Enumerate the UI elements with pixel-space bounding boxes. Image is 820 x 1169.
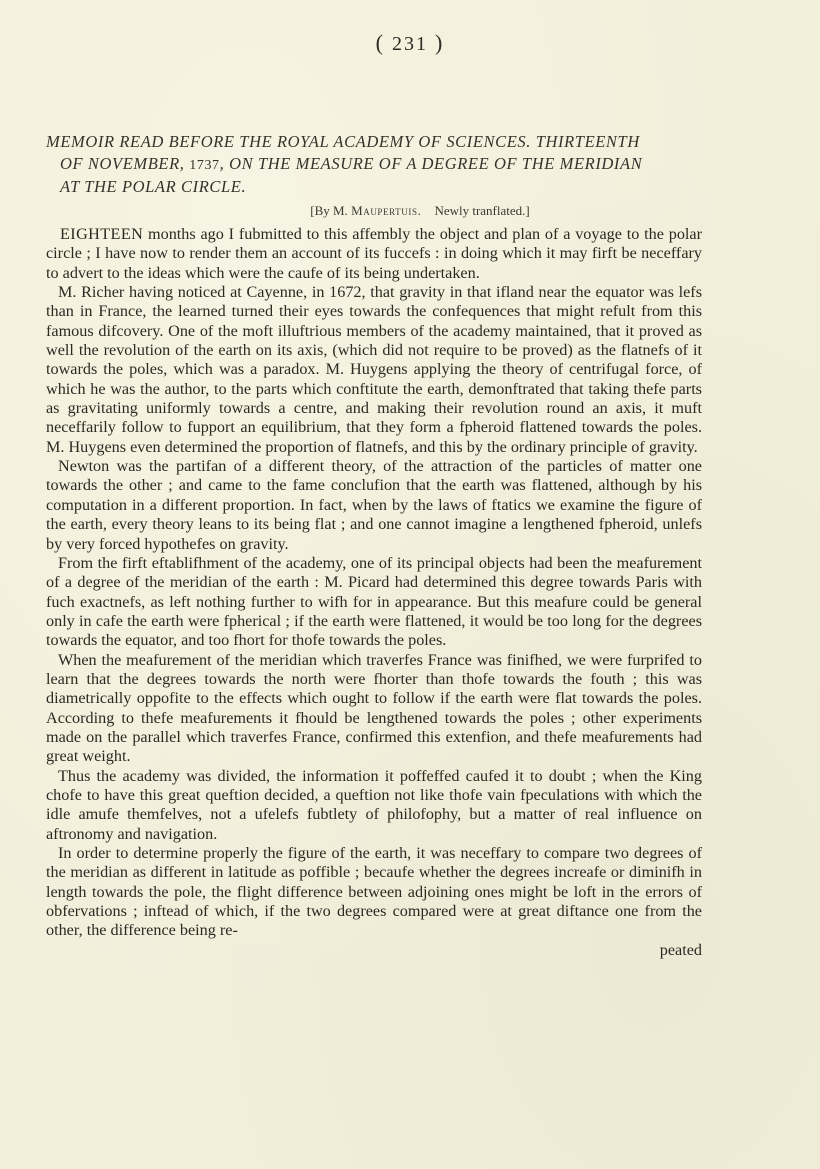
paragraph-1-text: months ago I fubmitted to this affembly the object and plan of a voyage to the polar circle ; I have now to render them an account of its fuccefs : in doing which it may firft be neceffary to advert to the ideas which were the caufe of its being undertaken.	[46, 225, 702, 282]
open-paren: (	[375, 30, 385, 55]
lead-word: EIGHTEEN	[60, 225, 144, 243]
title-line-3: AT THE POLAR CIRCLE.	[60, 177, 247, 196]
title-line-2-pre: OF NOVEMBER,	[60, 153, 185, 173]
body-text	[46, 225, 702, 960]
byline-open: [By M.	[310, 203, 348, 218]
paragraph-2: M. Richer having noticed at Cayenne, in 1672, that gravity in that ifland near the equator was lefs than in France, the learned turned their eyes towards the confequences that might refult from this famous difcovery. One of the moft illuftrious members of the academy maintained, that it proved as well the revolution of the earth on its axis, (which did not require to be proved) as the flatnefs of it towards the poles, which was a paradox. M. Huygens applying the theory of centrifugal force, of which he was the author, to the parts which conftitute the earth, demonftrated that taking thefe parts as gravitating uniformly towards a centre, and making their revolution round an axis, it muft neceffarily follow to fupport an equilibrium, that they form a fpheroid flattened towards the poles. M. Huygens even determined the proportion of flatnefs, and this by the ordinary principle of gravity.	[46, 283, 702, 456]
byline-author: Maupertuis.	[351, 203, 422, 218]
page-number-value: 231	[392, 33, 428, 55]
paragraph-7: In order to determine properly the figure of the earth, it was neceffary to compare two degrees of the meridian as different in latitude as poffible ; becaufe whether the degrees increafe or diminifh in length towards the pole, the flight difference between adjoining ones might be loft in the errors of obfervations ; inftead of which, if the two degrees compared were at great diftance one from the other, the difference being re-	[46, 844, 702, 940]
paragraph-5: When the meafurement of the meridian which traverfes France was finifhed, we were furprifed to learn that the degrees towards the north were fhorter than thofe towards the fouth ; this was diametrically oppofite to the effects which ought to follow if the earth were flat towards the poles. According to thefe meafurements it fhould be lengthened towards the poles ; other experiments made on the parallel which traverfes France, confirmed this extenfion, and thefe meafurements had great weight.	[46, 650, 702, 766]
catchword: peated	[659, 940, 702, 959]
byline-note: Newly tranflated.]	[434, 203, 530, 218]
paragraph-6: Thus the academy was divided, the information it poffeffed caufed it to doubt ; when the King chofe to have this great queftion decided, a queftion not like thofe vain fpeculations with which the idle amufe themfelves, not a ufelefs fubtlety of philofophy, but a matter of real influence on aftronomy and navigation.	[46, 766, 702, 843]
paragraph-1	[46, 225, 702, 283]
byline	[0, 203, 820, 219]
page-number	[0, 30, 820, 56]
title-year: 1737	[189, 157, 220, 173]
title-line-2	[46, 153, 746, 177]
title-line-2-post: , ON THE MEASURE OF A DEGREE OF THE MERIDIAN	[219, 153, 643, 173]
title-line-1: MEMOIR READ BEFORE THE ROYAL ACADEMY OF SCIENCES. THIRTEENTH	[46, 132, 640, 151]
memoir-title	[46, 131, 746, 198]
close-paren: )	[435, 30, 445, 55]
paragraph-4: From the firft eftablifhment of the academy, one of its principal objects had been the meafurement of a degree of the meridian of the earth : M. Picard had determined this degree towards Paris with fuch exactnefs, as left nothing further to wifh for in appearance. But this meafure could be general only in cafe the earth were fpherical ; if the earth were flattened, it would be too long for the degrees towards the equator, and too fhort for thofe towards the poles.	[46, 553, 702, 650]
paragraph-3: Newton was the partifan of a different theory, of the attraction of the particles of matter one towards the other ; and came to the fame conclufion that the earth was flattened, although by his computation in a different proportion. In fact, when by the laws of ftatics we examine the figure of the earth, every theory leans to its being flat ; and one cannot imagine a lengthened fpheroid, unlefs by very forced hypothefes on gravity.	[46, 457, 702, 553]
